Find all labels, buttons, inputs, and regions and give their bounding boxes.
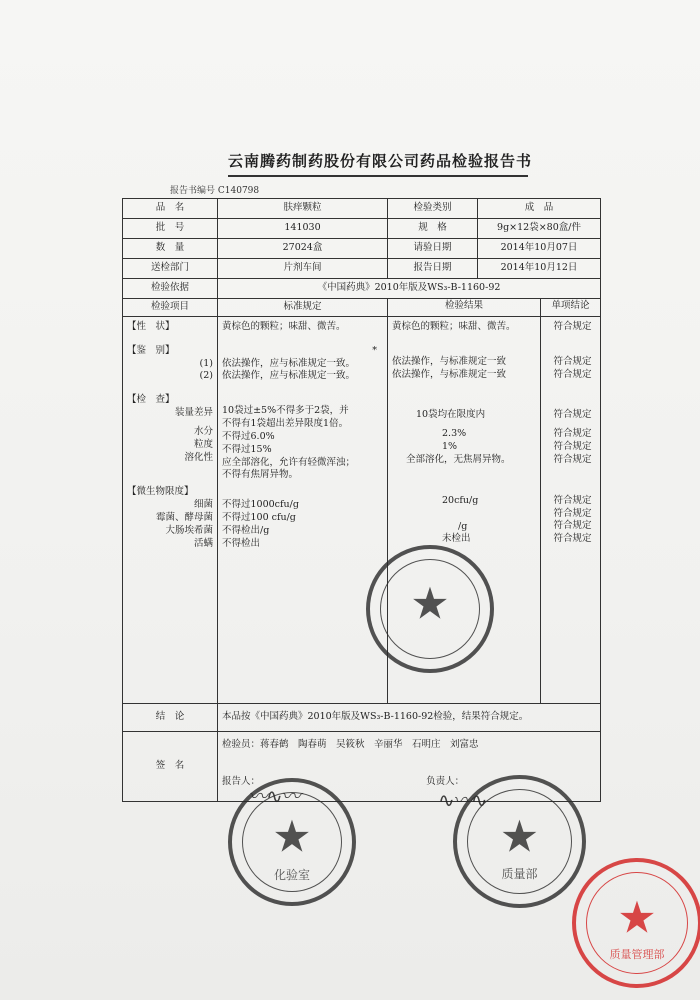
inspection-type-value: 成 品 [478, 199, 601, 219]
weight-conclusion: 符合规定 [553, 409, 592, 421]
report-number [170, 183, 259, 196]
col-header-result: 检验结果 [388, 299, 541, 316]
dept-label: 送检部门 [123, 259, 218, 279]
solubility-standard-line2: 不得有焦屑异物。 [222, 469, 299, 481]
solubility-result: 全部溶化，无焦屑异物。 [406, 453, 511, 465]
spec-value: 9g×12袋×80盒/件 [478, 219, 601, 239]
micro-title: 【微生物限度】 [127, 486, 194, 498]
solubility-label: 溶化性 [184, 451, 213, 463]
particle-size-standard: 不得过15% [222, 443, 272, 455]
stamp-star-icon: ★ [272, 811, 312, 863]
red-stamp-label: 质量管理部 [609, 948, 665, 961]
stamp-star-icon: ★ [499, 811, 540, 863]
lab-stamp [228, 778, 356, 906]
mold-result-obscured [392, 508, 540, 521]
reporter-signature: 〰∿〰 [248, 784, 299, 808]
identification-2-standard: 依法操作，应与标准规定一致。 [222, 370, 356, 382]
water-result: 2.3% [442, 428, 467, 440]
weight-result: 10袋均在限度内 [416, 409, 486, 421]
product-name-label: 品 名 [123, 199, 218, 219]
ecoli-standard: 不得检出/g [222, 524, 270, 536]
basis-value: 《中国药典》2010年版及WS₃-B-1160-92 [218, 279, 601, 299]
identification-title: 【鉴 别】 [127, 344, 175, 356]
bacteria-conclusion: 符合规定 [553, 494, 592, 506]
mold-label: 霉菌、酵母菌 [155, 511, 213, 523]
lab-stamp-label: 化验室 [273, 868, 310, 882]
standards-column [218, 317, 388, 704]
dept-value: 片剂车间 [218, 259, 388, 279]
stamp-star-icon: ★ [410, 578, 450, 630]
conclusion-text: 本品按《中国药典》2010年版及WS₃-B-1160-92检验，结果符合规定。 [218, 704, 601, 732]
character-conclusion: 符合规定 [553, 321, 592, 332]
weight-standard-line2: 不得有1袋超出差异限度1倍。 [222, 418, 349, 430]
conclusions-column [541, 317, 600, 703]
responsible-label: 负责人： [426, 775, 465, 787]
mite-result: 未检出 [442, 533, 471, 545]
qa-stamp-label: 质量部 [501, 867, 538, 881]
report-title: 云南腾药制药股份有限公司药品检验报告书 [227, 152, 532, 170]
quantity-value: 27024盒 [218, 239, 388, 259]
report-date-value: 2014年10月12日 [478, 259, 601, 279]
report-number-value: C140798 [217, 186, 260, 196]
identification-2-label: (2) [199, 370, 213, 382]
identification-2-result: 依法操作，与标准规定一致 [392, 368, 507, 380]
character-item: 【性 状】 [127, 321, 175, 332]
company-quality-stamp [366, 545, 494, 673]
identification-2-conclusion: 符合规定 [553, 368, 592, 380]
particle-size-label: 粒度 [193, 438, 213, 450]
water-standard: 不得过6.0% [222, 430, 275, 442]
water-conclusion: 符合规定 [553, 428, 592, 440]
mite-label: 活螨 [193, 537, 213, 549]
identification-1-conclusion: 符合规定 [553, 355, 592, 367]
particle-size-conclusion: 符合规定 [553, 441, 592, 453]
bacteria-result: 20cfu/g [442, 494, 479, 506]
identification-1-standard: 依法操作，应与标准规定一致。 [222, 357, 356, 369]
character-result: 黄棕色的颗粒；味甜、微苦。 [392, 321, 516, 332]
ecoli-label: 大肠埃希菌 [165, 524, 213, 536]
particle-size-result: 1% [442, 441, 458, 453]
batch-label: 批 号 [123, 219, 218, 239]
quantity-label: 数 量 [123, 239, 218, 259]
reporter-label: 报告人： [222, 775, 261, 787]
bacteria-label: 细菌 [193, 499, 213, 511]
col-header-item: 检验项目 [123, 299, 218, 317]
mold-standard: 不得过100 cfu/g [222, 511, 296, 523]
mite-standard: 不得检出 [222, 537, 261, 549]
bacteria-standard: 不得过1000cfu/g [222, 499, 299, 511]
spec-label: 规 格 [388, 219, 478, 239]
inspection-report-table [122, 198, 601, 802]
col-header-right [388, 299, 601, 317]
request-date-label: 请验日期 [388, 239, 478, 259]
ecoli-conclusion: 符合规定 [553, 520, 592, 532]
solubility-standard-line1: 应全部溶化，允许有轻微浑浊； [222, 456, 356, 468]
inspectors-line: 检验员：蒋春鹤 陶春萌 吴筱秋 辛丽华 石明庄 刘富忠 [222, 739, 479, 750]
weight-variation-label: 装量差异 [174, 407, 213, 419]
weight-standard-line1: 10袋过±5%不得多于2袋，并 [222, 405, 349, 417]
red-stamp [572, 858, 700, 988]
signature-label: 签 名 [123, 732, 218, 802]
batch-value: 141030 [218, 219, 388, 239]
exam-title: 【检 查】 [127, 394, 175, 406]
ecoli-result: /g [458, 520, 468, 532]
stamp-star-icon: ★ [617, 892, 657, 944]
responsible-signature: ∿〰∿ [438, 788, 486, 812]
items-column [123, 317, 218, 704]
solubility-conclusion: 符合规定 [553, 453, 592, 465]
character-standard: 黄棕色的颗粒；味甜、微苦。 [222, 321, 346, 332]
inspection-type-label: 检验类别 [388, 199, 478, 219]
product-name-value: 肤痒颗粒 [218, 199, 388, 219]
qa-stamp [453, 775, 586, 908]
basis-label: 检验依据 [123, 279, 218, 299]
identification-1-label: (1) [199, 357, 213, 369]
report-date-label: 报告日期 [388, 259, 478, 279]
col-header-conclusion: 单项结论 [551, 300, 590, 311]
request-date-value: 2014年10月07日 [478, 239, 601, 259]
title-underline [228, 175, 528, 177]
mite-conclusion: 符合规定 [553, 533, 592, 545]
identification-mark: * [372, 344, 377, 356]
mold-conclusion: 符合规定 [553, 507, 592, 519]
col-header-standard: 标准规定 [218, 299, 388, 317]
report-number-label: 报告书编号 [170, 186, 216, 196]
water-label: 水分 [193, 425, 213, 437]
identification-1-result: 依法操作，与标准规定一致 [392, 355, 507, 367]
conclusion-label: 结 论 [123, 704, 218, 732]
